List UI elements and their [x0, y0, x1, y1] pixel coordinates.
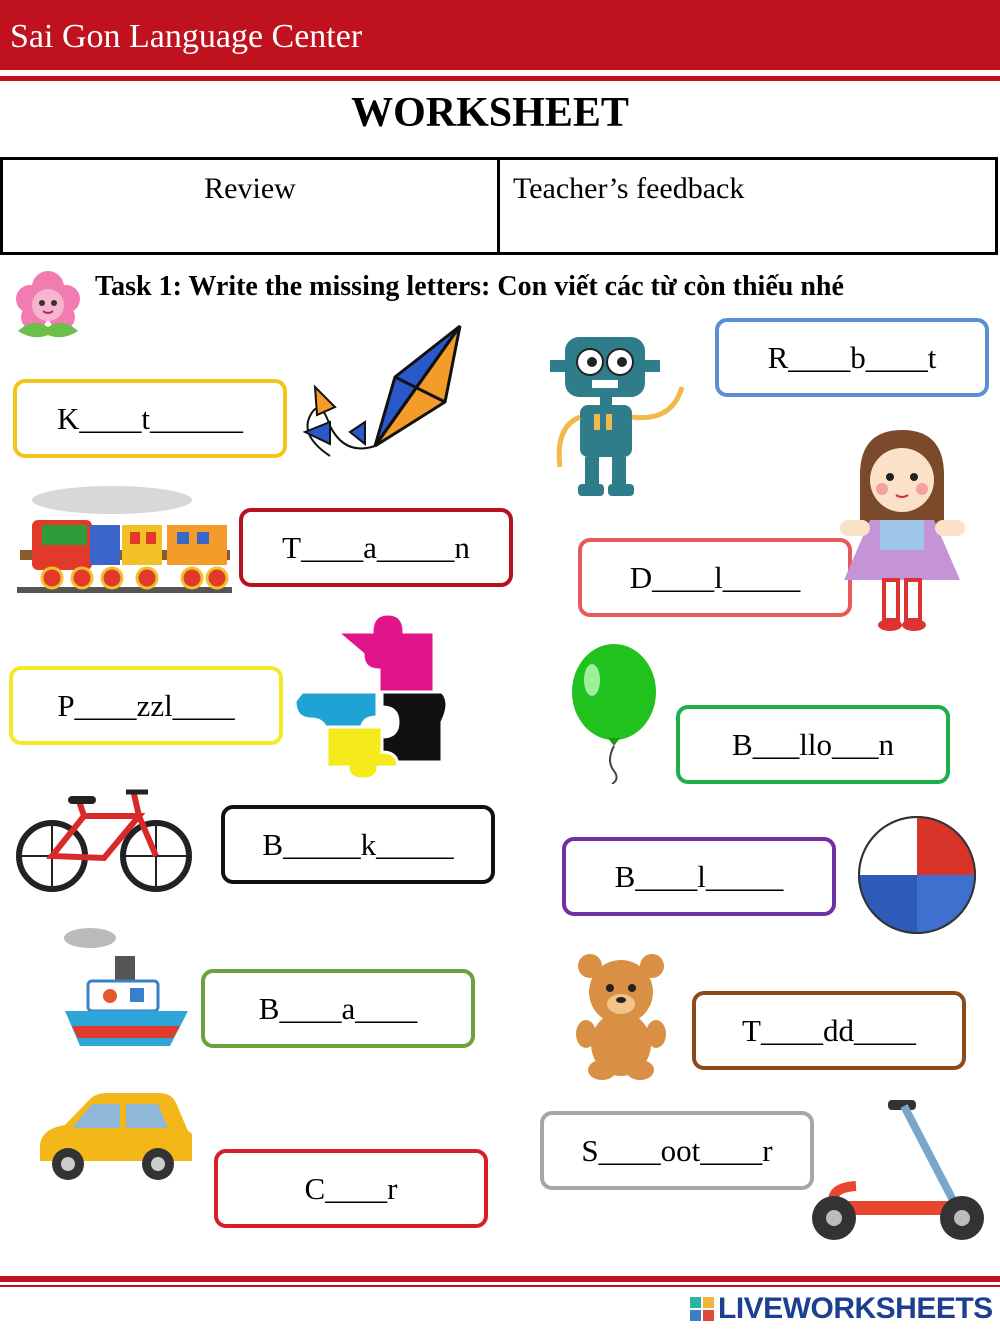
boat-icon — [60, 926, 190, 1056]
word-box-doll[interactable]: D____l_____ — [578, 538, 852, 617]
beach-ball-icon — [856, 814, 978, 936]
liveworksheets-logo-icon — [690, 1297, 714, 1321]
worksheet-title: WORKSHEET — [351, 90, 629, 136]
review-label: Review — [204, 172, 296, 205]
table-divider — [497, 160, 500, 252]
word-box-teddy[interactable]: T____dd____ — [692, 991, 966, 1070]
scooter-icon — [806, 1096, 990, 1246]
task-title: Task 1: Write the missing letters: Con viết các từ còn thiếu nhé — [95, 271, 844, 302]
balloon-icon — [570, 642, 660, 784]
feedback-label: Teacher’s feedback — [513, 172, 745, 205]
brand-text: LIVEWORKSHEETS — [718, 1292, 993, 1325]
word-box-robot[interactable]: R____b____t — [715, 318, 989, 397]
header-title: Sai Gon Language Center — [10, 18, 363, 55]
kite-icon — [295, 322, 465, 470]
word-box-ball[interactable]: B____l_____ — [562, 837, 836, 916]
info-table — [0, 157, 998, 255]
word-box-train[interactable]: T____a_____n — [239, 508, 513, 587]
word-box-scooter[interactable]: S____oot____r — [540, 1111, 814, 1190]
footer-divider-thin — [0, 1285, 1000, 1287]
liveworksheets-brand[interactable] — [690, 1292, 993, 1326]
car-icon — [30, 1092, 192, 1184]
word-box-bike[interactable]: B_____k_____ — [221, 805, 495, 884]
flower-icon — [8, 265, 88, 345]
word-box-car[interactable]: C____r — [214, 1149, 488, 1228]
word-box-boat[interactable]: B____a____ — [201, 969, 475, 1048]
word-box-kite[interactable]: K____t______ — [13, 379, 287, 458]
train-icon — [12, 480, 234, 610]
footer-divider — [0, 1276, 1000, 1282]
doll-icon — [840, 425, 965, 633]
word-box-puzzle[interactable]: P____zzl____ — [9, 666, 283, 745]
puzzle-icon — [292, 612, 460, 780]
bicycle-icon — [14, 786, 194, 898]
word-box-balloon[interactable]: B___llo___n — [676, 705, 950, 784]
teddy-bear-icon — [572, 952, 670, 1082]
robot-icon — [540, 332, 700, 502]
header-divider — [0, 76, 1000, 81]
